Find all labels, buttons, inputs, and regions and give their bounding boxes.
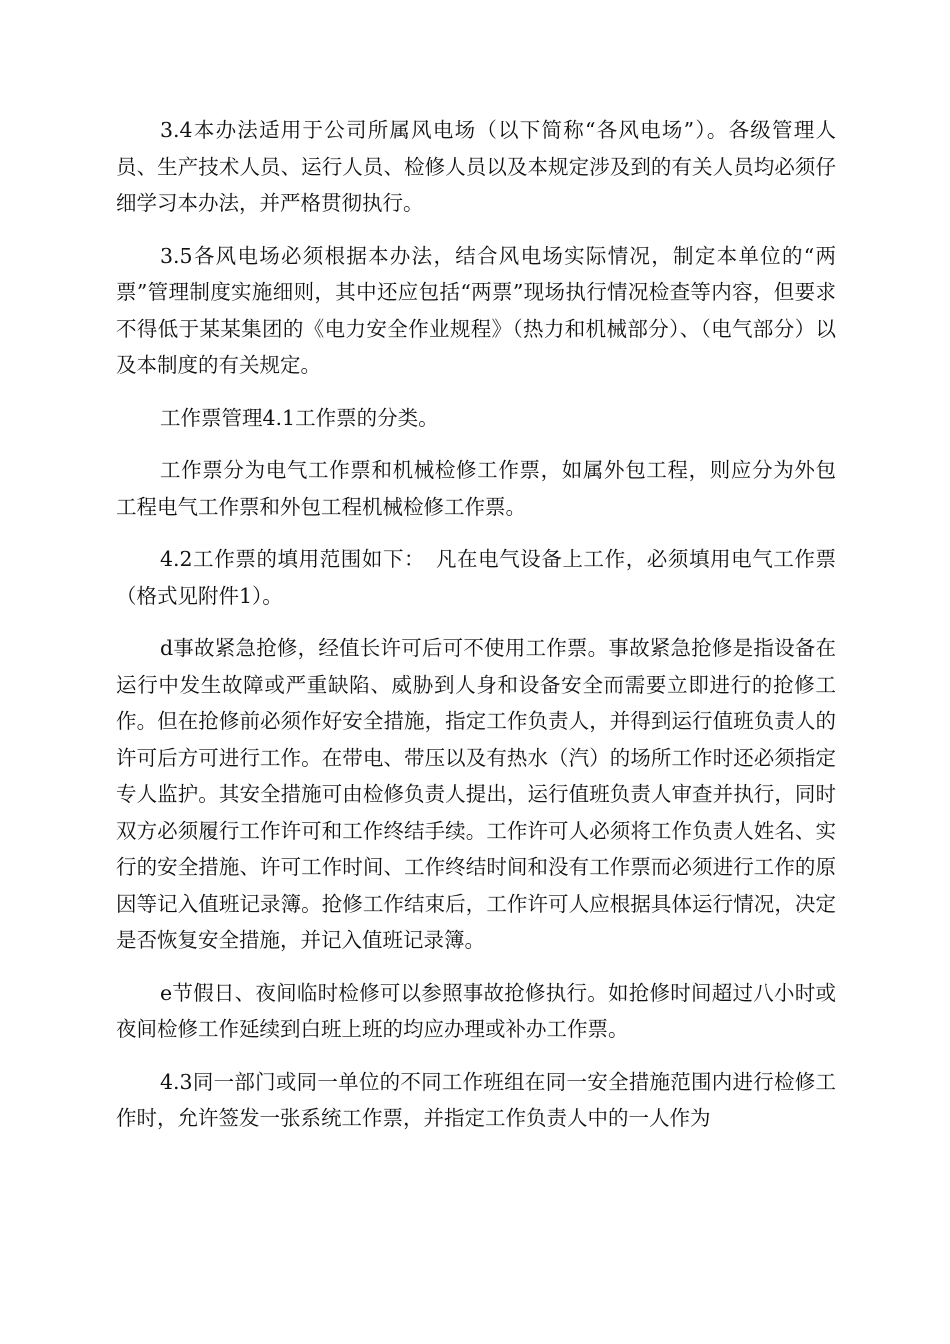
paragraph-4-1-heading: 工作票管理4.1工作票的分类。: [160, 405, 439, 430]
paragraph-3-4: 3.4本办法适用于公司所属风电场（以下简称“各风电场”）。各级管理人员、生产技术人员、运行人员、检修人员以及本规定涉及到的有关人员均必须仔细学习本办法，并严格贯彻执行。: [116, 118, 836, 215]
paragraph-4-2: 4.2工作票的填用范围如下： 凡在电气设备上工作，必须填用电气工作票（格式见附件1）。: [116, 547, 836, 608]
paragraph-ticket-types: 工作票分为电气工作票和机械检修工作票，如属外包工程，则应分为外包工程电气工作票和外包工程机械检修工作票。: [116, 458, 836, 519]
paragraph-4-3: 4.3同一部门或同一单位的不同工作班组在同一安全措施范围内进行检修工作时，允许签发一张系统工作票，并指定工作负责人中的一人作为: [116, 1069, 836, 1130]
document-body: [116, 112, 836, 1153]
paragraph-holiday-night: e节假日、夜间临时检修可以参照事故抢修执行。如抢修时间超过八小时或夜间检修工作延续到白班上班的均应办理或补办工作票。: [116, 980, 836, 1041]
paragraph-emergency-repair: d事故紧急抢修，经值长许可后可不使用工作票。事故紧急抢修是指设备在运行中发生故障或严重缺陷、威胁到人身和设备安全而需要立即进行的抢修工作。但在抢修前必须作好安全措施，指定工作负责人，并得到运行值班负责人的许可后方可进行工作。在带电、带压以及有热水（汽）的场所工作时还必须指定专人监护。其安全措施可由检修负责人提出，运行值班负责人审查并执行，同时双方必须履行工作许可和工作终结手续。工作许可人必须将工作负责人姓名、实行的安全措施、许可工作时间、工作终结时间和没有工作票而必须进行工作的原因等记入值班记录簿。抢修工作结束后，工作许可人应根据具体运行情况，决定是否恢复安全措施，并记入值班记录簿。: [116, 636, 836, 952]
paragraph-3-5: 3.5各风电场必须根据本办法，结合风电场实际情况，制定本单位的“两票”管理制度实施细则，其中还应包括“两票”现场执行情况检查等内容，但要求不得低于某某集团的《电力安全作业规程》（热力和机械部分）、（电气部分）以及本制度的有关规定。: [116, 243, 836, 377]
